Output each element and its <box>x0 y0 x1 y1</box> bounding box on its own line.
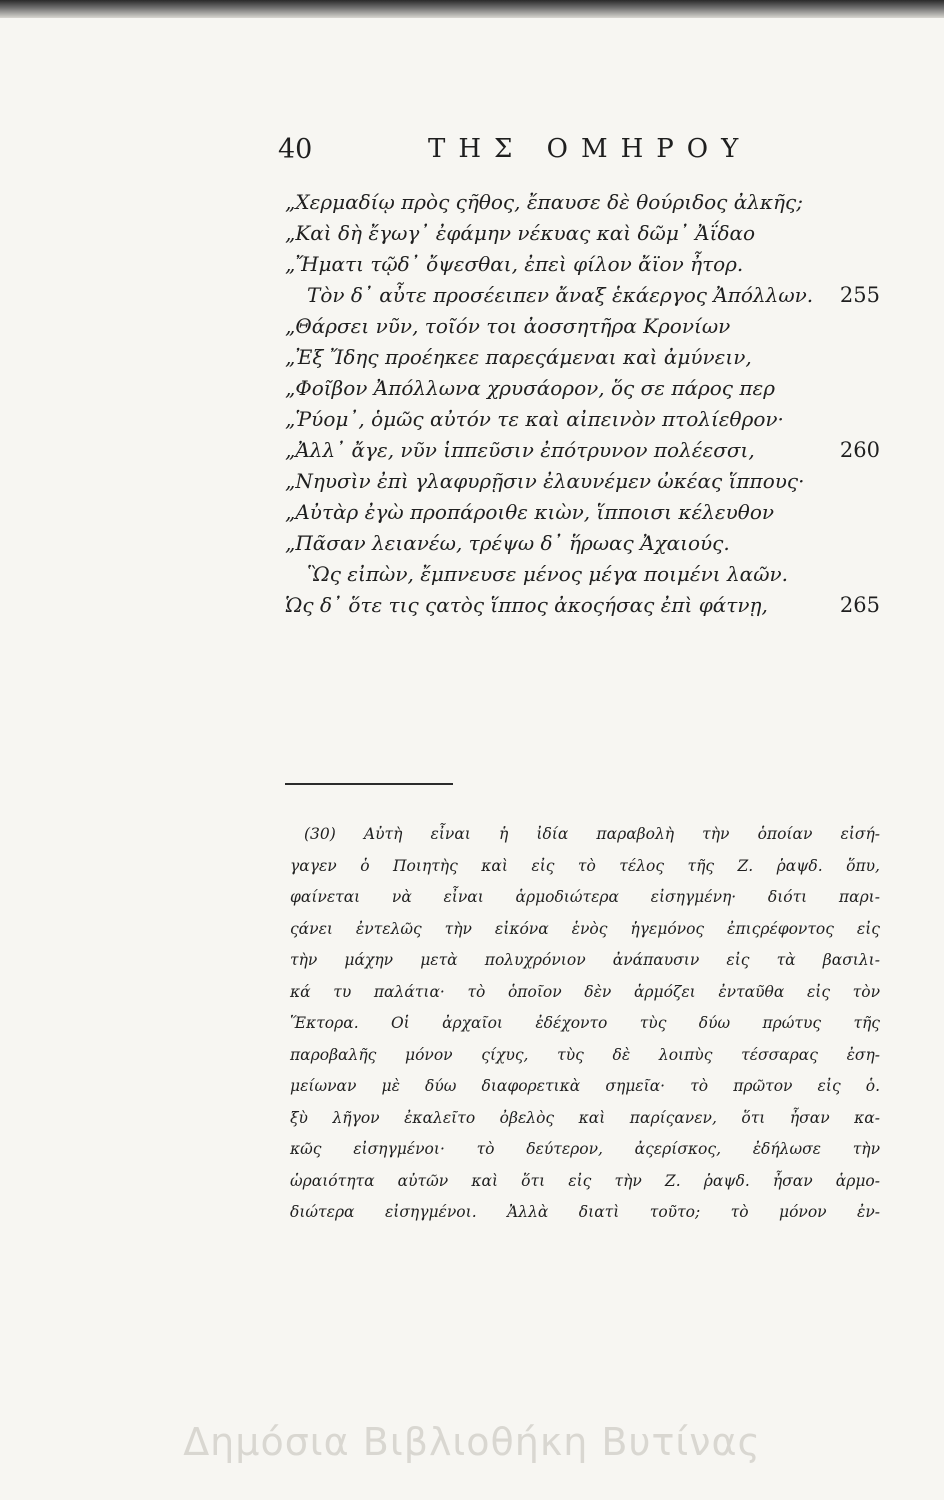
footnote-line: μείωναν μὲ δύω διαφορετικὰ σημεῖα· τὸ πρῶτον εἰς ὁ. <box>290 1077 880 1095</box>
footnote-line: (30) Αὐτὴ εἶναι ἡ ἰδία παραβολὴ τὴν ὁποίαν εἰσή- <box>304 825 880 843</box>
verse-text: „Ἐξ Ἴδης προέηκεε παρεςάμεναι καὶ ἀμύνειν, <box>285 345 752 369</box>
line-number: 265 <box>839 593 880 617</box>
footnote-line: ςάνει ἐντελῶς τὴν εἰκόνα ἑνὸς ἡγεμόνος ἐπιςρέφοντος εἰς <box>290 919 880 938</box>
footnote-line: διώτερα εἰσηγμένοι. Ἀλλὰ διατὶ τοῦτο; τὸ μόνον ἐν- <box>290 1203 880 1221</box>
page-number: 40 <box>278 134 313 165</box>
verse-line <box>285 469 880 500</box>
verse-line <box>285 252 880 283</box>
verse-line <box>285 221 880 252</box>
verse-line <box>285 562 880 593</box>
verse-text: „Φοῖβον Ἀπόλλωνα χρυσάορον, ὅς σε πάρος περ <box>285 376 775 400</box>
verse-text: Ὡς δ᾽ ὅτε τις ςατὸς ἵππος ἀκοςήσας ἐπὶ φάτνῃ, <box>285 593 768 617</box>
scan-edge <box>0 0 944 18</box>
verse-text: „Θάρσει νῦν, τοῖόν τοι ἀοσσητῆρα Κρονίων <box>285 314 731 338</box>
verse-line <box>285 376 880 407</box>
verse-line <box>285 531 880 562</box>
verse-line <box>285 407 880 438</box>
footnote-line: τὴν μάχην μετὰ πολυχρόνιον ἀνάπαυσιν εἰς τὰ βασιλι- <box>290 951 880 969</box>
footnote-divider <box>285 783 453 785</box>
verse-text: „Πᾶσαν λειανέω, τρέψω δ᾽ ἥρωας Ἀχαιούς. <box>285 531 730 555</box>
footnote-line: ὡραιότητα αὐτῶν καὶ ὅτι εἰς τὴν Ζ. ῥαψδ. ἦσαν ἁρμο- <box>290 1171 880 1190</box>
verse-text: „Καὶ δὴ ἔγωγ᾽ ἐφάμην νέκυας καὶ δῶμ᾽ Ἀΐδαο <box>285 221 756 245</box>
verse-text: „Χερμαδίῳ πρὸς ςῆθος, ἔπαυσε δὲ θούριδος ἀλκῆς; <box>285 190 803 214</box>
verse-text: „Νηυσὶν ἐπὶ γλαφυρῇσιν ἐλαυνέμεν ὠκέας ἵππους· <box>285 469 805 493</box>
line-number: 255 <box>839 283 880 307</box>
footnote-line: ξὺ λῆγον ἐκαλεῖτο ὀβελὸς καὶ παρίςανεν, ὅτι ἦσαν κα- <box>290 1108 880 1127</box>
verse-line <box>285 283 880 314</box>
footnote-line: κά τυ παλάτια· τὸ ὁποῖον δὲν ἁρμόζει ἐνταῦθα εἰς τὸν <box>290 982 880 1001</box>
verse-line <box>285 593 880 624</box>
line-number: 260 <box>839 438 880 462</box>
footnote-line: κῶς εἰσηγμένοι· τὸ δεύτερον, ἀςερίσκος, ἐδήλωσε τὴν <box>290 1140 880 1158</box>
footnote-line: παροβαλῆς μόνον ςίχυς, τὺς δὲ λοιπὺς τέσσαρας ἐση- <box>290 1045 880 1064</box>
verse-text: Ὣς εἰπὼν, ἔμπνευσε μένος μέγα ποιμένι λαῶν. <box>307 562 789 586</box>
running-title: ΤΗΣ ΟΜΗΡΟΥ <box>428 134 752 164</box>
library-watermark: Δημόσια Βιβλιοθήκη Βυτίνας <box>183 1420 761 1464</box>
page-header <box>278 130 798 174</box>
footnote-line: γαγεν ὁ Ποιητὴς καὶ εἰς τὸ τέλος τῆς Ζ. ῥαψδ. ὅπυ, <box>290 856 880 875</box>
verse-text: „Ἤματι τῷδ᾽ ὄψεσθαι, ἐπεὶ φίλον ἄϊον ἦτορ. <box>285 252 744 276</box>
verse-line <box>285 438 880 469</box>
verse-line <box>285 190 880 221</box>
footnote-line: Ἕκτορα. Οἱ ἀρχαῖοι ἐδέχοντο τὺς δύω πρώτυς τῆς <box>290 1014 880 1032</box>
footnote <box>290 825 880 1235</box>
verse-line <box>285 345 880 376</box>
verse-text: „Ἀλλ᾽ ἄγε, νῦν ἱππεῦσιν ἐπότρυνον πολέεσσι, <box>285 438 755 462</box>
verse-line <box>285 314 880 345</box>
verse-text: „Ῥύομ᾽, ὁμῶς αὐτόν τε καὶ αἰπεινὸν πτολίεθρον· <box>285 407 784 431</box>
footnote-line: φαίνεται νὰ εἶναι ἁρμοδιώτερα εἰσηγμένη· διότι παρι- <box>290 888 880 906</box>
verse-line <box>285 500 880 531</box>
verse-block <box>285 190 880 624</box>
verse-text: „Αὐτὰρ ἐγὼ προπάροιθε κιὼν, ἵπποισι κέλευθον <box>285 500 775 524</box>
verse-text: Τὸν δ᾽ αὖτε προσέειπεν ἄναξ ἑκάεργος Ἀπόλλων. <box>307 283 814 307</box>
